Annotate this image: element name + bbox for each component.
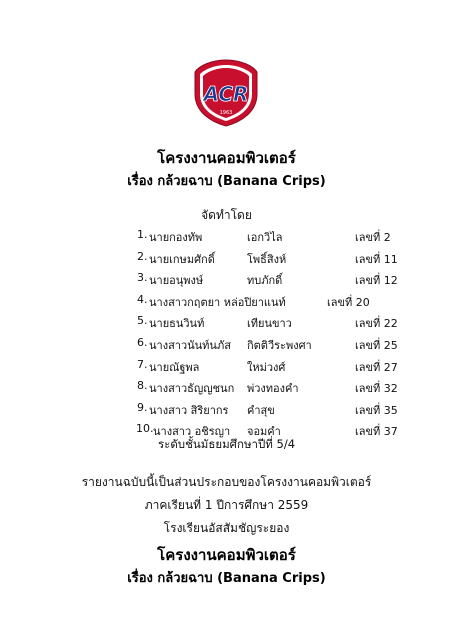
- project-title-bottom: โครงงานคอมพิวเตอร์: [157, 546, 296, 564]
- member-number: 1.: [137, 228, 148, 241]
- member-name: นางสาวกฤตยา หล่อปิยาแนท์: [149, 295, 286, 309]
- member-row: [0, 271, 453, 287]
- member-number: 9.: [137, 400, 148, 414]
- member-roll-number: เลขที่ 2: [355, 231, 391, 244]
- member-roll-number: เลขที่ 27: [355, 360, 398, 374]
- member-name: นายณัฐพล: [149, 360, 200, 374]
- member-number: 6.: [137, 336, 148, 349]
- logo-lettering: ACR: [203, 82, 249, 106]
- project-subtitle: เรื่อง กล้วยฉาบ (Banana Crips): [127, 174, 326, 189]
- member-number: 8.: [137, 379, 148, 393]
- member-name: นางสาว สิริยากร: [149, 403, 229, 417]
- member-row: [0, 358, 453, 374]
- member-roll-number: เลขที่ 37: [355, 425, 398, 439]
- member-name: นายกองทัพ: [149, 231, 203, 244]
- member-number: 2.: [137, 249, 148, 263]
- member-name: นายเกษมศักดิ์: [149, 252, 215, 266]
- member-roll-number: เลขที่ 12: [355, 274, 398, 288]
- member-roll-number: เลขที่ 32: [355, 382, 398, 396]
- grade-level: ระดับชั้นมัธยมศึกษาปีที่ 5/4: [157, 437, 296, 451]
- project-subtitle-bottom: เรื่อง กล้วยฉาบ (Banana Crips): [127, 571, 326, 586]
- school-crest-logo: [193, 58, 259, 128]
- member-surname: กิตติวีระพงศา: [247, 339, 312, 352]
- member-roll-number: เลขที่ 22: [355, 317, 398, 331]
- prepared-by-label: จัดทำโดย: [201, 208, 252, 222]
- member-name: นางสาว อชิรญา: [153, 425, 231, 439]
- member-row: [0, 228, 453, 244]
- member-number: 4.: [137, 292, 148, 306]
- member-roll-number: เลขที่ 25: [355, 339, 398, 352]
- member-surname: เทียนขาว: [247, 317, 292, 331]
- member-name: นายธนวินท์: [149, 317, 205, 331]
- member-surname: จอมคำ: [247, 425, 281, 439]
- member-surname: คำสุข: [247, 403, 275, 417]
- member-number: 5.: [137, 314, 148, 328]
- member-surname: ทบภักดิ์: [247, 274, 283, 288]
- member-row: [0, 314, 453, 330]
- member-number: 10.: [136, 422, 154, 436]
- member-name: นางสาวธัญญชนก: [149, 382, 235, 396]
- member-row: [0, 250, 453, 266]
- member-name: นายอนุพงษ์: [149, 274, 204, 288]
- member-name: นางสาวนันท์นภัส: [149, 339, 231, 352]
- member-roll-number: เลขที่ 20: [327, 295, 370, 309]
- member-row: [0, 379, 453, 395]
- member-row: [0, 293, 453, 309]
- school-name: โรงเรียนอัสสัมชัญระยอง: [163, 521, 290, 535]
- logo-year: 1963: [219, 110, 233, 116]
- member-surname: พ่วงทองคำ: [247, 382, 299, 396]
- member-roll-number: เลขที่ 11: [355, 252, 398, 266]
- member-row: [0, 401, 453, 417]
- member-surname: เอกวิไล: [247, 231, 283, 244]
- member-surname: โพธิ์สิงห์: [247, 252, 287, 266]
- report-note: รายงานฉบับนี้เป็นส่วนประกอบของโครงงานคอมพิวเตอร์: [81, 475, 372, 489]
- member-number: 3.: [137, 271, 148, 285]
- member-row: [0, 336, 453, 352]
- member-roll-number: เลขที่ 35: [355, 403, 398, 417]
- project-title: โครงงานคอมพิวเตอร์: [157, 149, 296, 167]
- semester-info: ภาคเรียนที่ 1 ปีการศึกษา 2559: [144, 498, 309, 512]
- member-surname: ใหม่วงศ์: [247, 360, 286, 374]
- member-number: 7.: [137, 357, 148, 371]
